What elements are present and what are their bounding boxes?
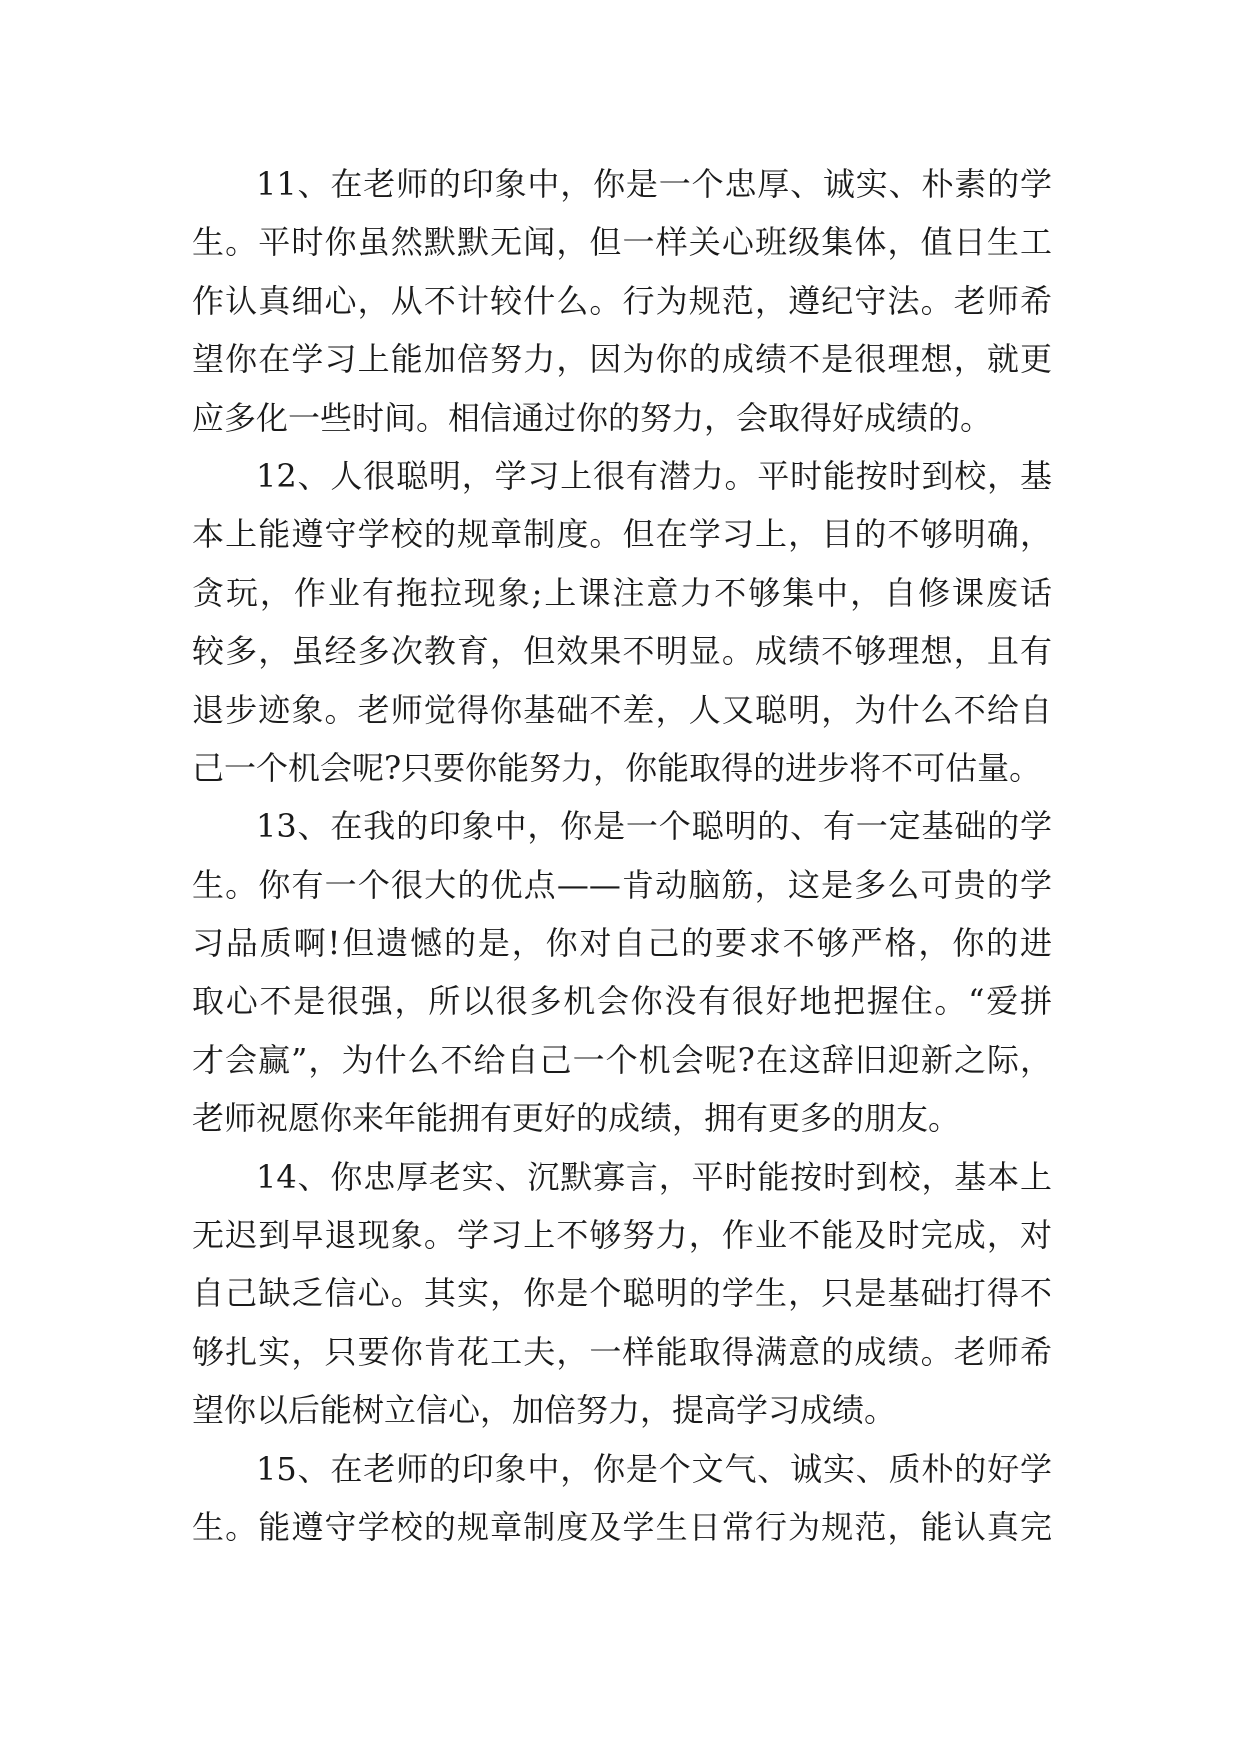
paragraph-14-line-3: 自己缺乏信心。其实，你是个聪明的学生，只是基础打得不 xyxy=(192,1274,1052,1313)
paragraph-12-line-1: 12、人很聪明，学习上很有潜力。平时能按时到校，基 xyxy=(256,456,1052,495)
paragraph-12-line-2: 本上能遵守学校的规章制度。但在学习上，目的不够明确， xyxy=(192,515,1052,554)
paragraph-15-line-1: 15、在老师的印象中，你是个文气、诚实、质朴的好学 xyxy=(256,1449,1052,1488)
paragraph-13-line-4: 取心不是很强，所以很多机会你没有很好地把握住。“爱拼 xyxy=(192,982,1052,1021)
document-body xyxy=(192,155,1052,1556)
paragraph-12-line-4: 较多，虽经多次教育，但效果不明显。成绩不够理想，且有 xyxy=(192,632,1052,671)
paragraph-11-line-4: 望你在学习上能加倍努力，因为你的成绩不是很理想，就更 xyxy=(192,340,1052,379)
paragraph-13-line-1: 13、在我的印象中，你是一个聪明的、有一定基础的学 xyxy=(256,807,1052,846)
paragraph-11-line-5: 应多化一些时间。相信通过你的努力，会取得好成绩的。 xyxy=(192,398,993,437)
paragraph-12-line-3: 贪玩，作业有拖拉现象;上课注意力不够集中，自修课废话 xyxy=(192,573,1052,612)
paragraph-13-line-3: 习品质啊!但遗憾的是，你对自己的要求不够严格，你的进 xyxy=(192,924,1052,963)
paragraph-12-line-6: 己一个机会呢?只要你能努力，你能取得的进步将不可估量。 xyxy=(192,748,1042,787)
paragraph-11-line-2: 生。平时你虽然默默无闻，但一样关心班级集体，值日生工 xyxy=(192,223,1052,262)
paragraph-11-line-1: 11、在老师的印象中，你是一个忠厚、诚实、朴素的学 xyxy=(256,165,1052,203)
paragraph-14-line-4: 够扎实，只要你肯花工夫，一样能取得满意的成绩。老师希 xyxy=(192,1332,1052,1371)
paragraph-14-line-1: 14、你忠厚老实、沉默寡言，平时能按时到校，基本上 xyxy=(256,1157,1052,1196)
paragraph-12-line-5: 退步迹象。老师觉得你基础不差，人又聪明，为什么不给自 xyxy=(192,690,1052,729)
paragraph-15-line-2: 生。能遵守学校的规章制度及学生日常行为规范，能认真完 xyxy=(192,1507,1052,1546)
paragraph-13-line-6: 老师祝愿你来年能拥有更好的成绩，拥有更多的朋友。 xyxy=(192,1099,961,1138)
paragraph-14-line-5: 望你以后能树立信心，加倍努力，提高学习成绩。 xyxy=(192,1391,897,1430)
paragraph-13-line-5: 才会赢”，为什么不给自己一个机会呢?在这辞旧迎新之际， xyxy=(192,1040,1052,1079)
paragraph-13-line-2: 生。你有一个很大的优点——肯动脑筋，这是多么可贵的学 xyxy=(192,865,1052,904)
paragraph-11-line-3: 作认真细心，从不计较什么。行为规范，遵纪守法。老师希 xyxy=(192,281,1052,320)
paragraph-14-line-2: 无迟到早退现象。学习上不够努力，作业不能及时完成，对 xyxy=(192,1216,1052,1255)
